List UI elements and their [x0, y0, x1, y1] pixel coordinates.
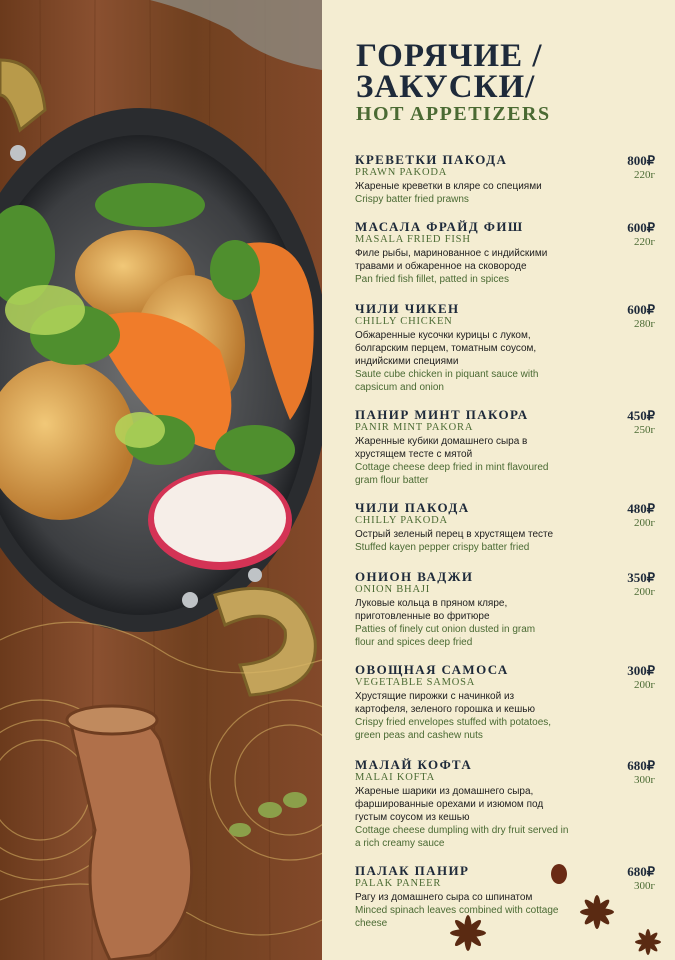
item-name-en: CHILLY CHICKEN [355, 316, 453, 327]
item-description-en: Patties of finely cut onion dusted in gram flour and spices deep fried [355, 624, 536, 648]
menu-item [355, 302, 655, 394]
item-price: 450₽ [627, 408, 655, 423]
item-name-ru: МАСАЛА ФРАЙД ФИШ [355, 219, 524, 234]
menu-item [355, 408, 655, 487]
page-subtitle: HOT APPETIZERS [356, 103, 551, 125]
item-name-ru: КРЕВЕТКИ ПАКОДА [355, 152, 508, 167]
item-name-ru: ЧИЛИ ПАКОДА [355, 500, 470, 515]
item-description-en: Saute cube chicken in piquant sauce with capsicum and onion [355, 369, 539, 393]
item-description-en: Crispy fried envelopes stuffed with potatoes, green peas and cashew nuts [355, 717, 552, 741]
item-description-en: Minced spinach leaves combined with cottage cheese [355, 905, 559, 929]
menu-item [355, 864, 655, 930]
item-weight: 200г [633, 517, 655, 529]
item-name-ru: МАЛАЙ КОФТА [355, 757, 473, 772]
menu-item [355, 663, 655, 742]
item-weight: 300г [633, 880, 655, 892]
food-photo-illustration [0, 0, 322, 960]
menu-item [355, 220, 655, 286]
item-weight: 200г [633, 679, 655, 691]
item-price: 600₽ [627, 302, 655, 317]
item-name-ru: ОНИОН ВАДЖИ [355, 569, 474, 584]
item-description-ru: Рагу из домашнего сыра со шпинатом [355, 892, 533, 903]
item-price: 300₽ [627, 663, 655, 678]
item-description-ru: Хрустящие пирожки с начинкой из картофеля, зеленого горошка и кешью [355, 691, 535, 715]
item-description-ru: Жаренные кубики домашнего сыра в хрустящем тесте с мятой [355, 436, 528, 460]
item-weight: 250г [633, 424, 655, 436]
item-price: 680₽ [627, 864, 655, 879]
item-weight: 200г [633, 586, 655, 598]
item-description-en: Cottage cheese deep fried in mint flavoured gram flour batter [355, 462, 549, 486]
menu-item [355, 153, 655, 206]
item-description-ru: Жареные шарики из домашнего сыра, фаршированные орехами и изюмом под густым соусом из кешью [355, 786, 544, 823]
item-weight: 300г [633, 774, 655, 786]
item-description-en: Crispy batter fried prawns [355, 194, 469, 205]
item-name-en: VEGETABLE SAMOSA [355, 677, 476, 688]
item-price: 480₽ [627, 501, 655, 516]
item-name-en: PANIR MINT PAKORA [355, 422, 474, 433]
item-weight: 220г [633, 169, 655, 181]
menu-item [355, 570, 655, 649]
menu-item [355, 758, 655, 850]
item-weight: 220г [633, 236, 655, 248]
item-price: 680₽ [627, 758, 655, 773]
item-name-ru: ОВОЩНАЯ САМОСА [355, 662, 509, 677]
item-description-ru: Жареные креветки в кляре со специями [355, 181, 542, 192]
item-price: 800₽ [627, 153, 655, 168]
item-price: 600₽ [627, 220, 655, 235]
item-description-en: Pan fried fish fillet, patted in spices [355, 274, 509, 285]
item-name-en: MASALA FRIED FISH [355, 234, 471, 245]
item-name-ru: ПАЛАК ПАНИР [355, 863, 470, 878]
item-description-ru: Острый зеленый перец в хрустящем тесте [355, 529, 554, 540]
item-price: 350₽ [627, 570, 655, 585]
item-weight: 280г [633, 318, 655, 330]
item-description-en: Stuffed kayen pepper crispy batter fried [355, 542, 530, 553]
item-name-en: PALAK PANEER [355, 878, 442, 889]
item-name-ru: ПАНИР МИНТ ПАКОРА [355, 407, 529, 422]
menu-item [355, 501, 655, 554]
item-description-ru: Луковые кольца в пряном кляре, приготовленные во фритюре [355, 598, 508, 622]
item-name-en: MALAI KOFTA [355, 772, 435, 783]
item-name-en: CHILLY PAKODA [355, 515, 448, 526]
item-description-ru: Обжаренные кусочки курицы с луком, болгарским перцем, томатным соусом, индийскими специями [355, 330, 537, 367]
item-name-en: ONION BHAJI [355, 584, 431, 595]
item-description-ru: Филе рыбы, маринованное с индийскими травами и обжаренное на сковороде [355, 248, 548, 272]
item-name-en: PRAWN PAKODA [355, 167, 448, 178]
item-description-en: Cottage cheese dumpling with dry fruit served in a rich creamy sauce [355, 825, 569, 849]
food-photo [0, 0, 322, 960]
page-title-line2: ЗАКУСКИ/ [356, 69, 536, 105]
page-title-line1: ГОРЯЧИЕ / [356, 38, 543, 74]
item-name-ru: ЧИЛИ ЧИКЕН [355, 301, 460, 316]
